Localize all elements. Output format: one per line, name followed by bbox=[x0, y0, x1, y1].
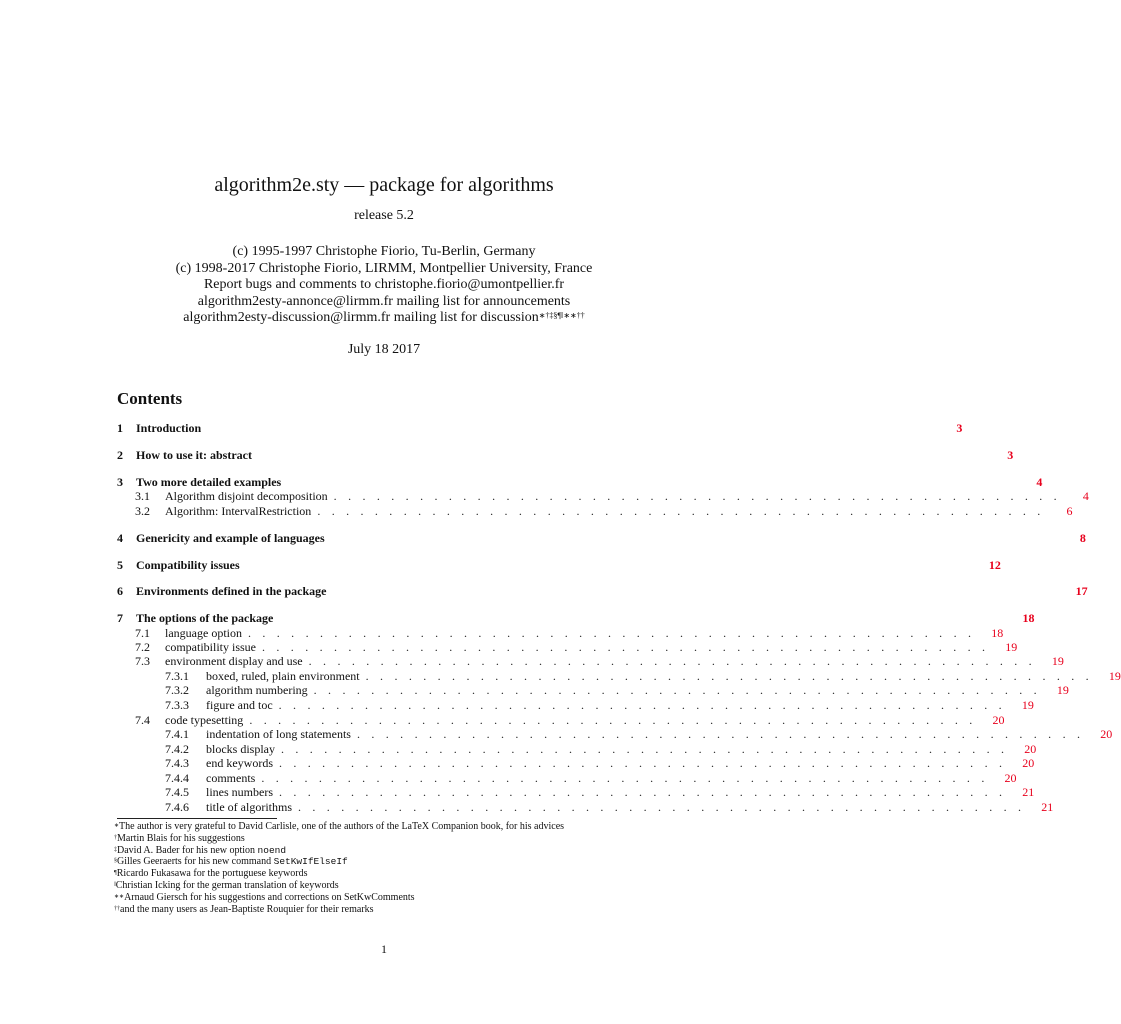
toc-dot-leader: . . . . . . . . . . . . . . . . . . . . . . . . . . . . . . . . . . . . . . . . . . . . . . . . . . . bbox=[281, 742, 1009, 756]
toc-entry-title: Environments defined in the package bbox=[136, 584, 327, 598]
toc-dot-leader: . . . . . . . . . . . . . . . . . . . . . . . . . . . . . . . . . . . . . . . . . . . . . . . . . . . bbox=[317, 504, 1045, 518]
footnote-text: and the many users as Jean-Baptiste Rouquier for their remarks bbox=[120, 903, 374, 915]
document-title: algorithm2e.sty — package for algorithms bbox=[214, 174, 554, 196]
toc-entry-title: compatibility issue bbox=[165, 640, 256, 654]
toc-entry-number: 2 bbox=[117, 448, 123, 462]
toc-dot-leader: . . . . . . . . . . . . . . . . . . . . . . . . . . . . . . . . . . . . . . . . . . . . . . . . . . . bbox=[313, 683, 1041, 697]
toc-entry[interactable] bbox=[117, 448, 1014, 462]
toc-entry-number: 3.1 bbox=[135, 489, 150, 503]
author-block bbox=[0, 244, 768, 327]
footnote-text: Christian Icking for the german translation of keywords bbox=[115, 879, 339, 891]
toc-entry[interactable] bbox=[117, 584, 1088, 598]
footnote-text: Arnaud Giersch for his suggestions and corrections on SetKwComments bbox=[124, 891, 415, 903]
toc-entry-title: blocks display bbox=[206, 742, 275, 756]
toc-dot-leader: . . . . . . . . . . . . . . . . . . . . . . . . . . . . . . . . . . . . . . . . . . . . . . . . . . . bbox=[365, 669, 1093, 683]
toc-dot-leader: . . . . . . . . . . . . . . . . . . . . . . . . . . . . . . . . . . . . . . . . . . . . . . . . . . . bbox=[249, 713, 977, 727]
footnote-text: The author is very grateful to David Carlisle, one of the authors of the LaTeX Companion book, for his advices bbox=[119, 821, 565, 832]
toc-entry[interactable] bbox=[117, 489, 1089, 503]
toc-entry-title: Two more detailed examples bbox=[136, 475, 282, 489]
toc-page-link[interactable]: 19 bbox=[1005, 640, 1018, 654]
toc-dot-leader: . . . . . . . . . . . . . . . . . . . . . . . . . . . . . . . . . . . . . . . . . . . . . . . . . . . bbox=[262, 640, 990, 654]
toc-entry-title: Compatibility issues bbox=[136, 558, 240, 572]
toc-entry[interactable] bbox=[117, 683, 1069, 697]
footnote-code: noend bbox=[257, 844, 287, 856]
toc-entry[interactable] bbox=[117, 785, 1035, 799]
footnote bbox=[114, 833, 674, 845]
toc-page-link[interactable]: 20 bbox=[1022, 756, 1035, 770]
toc-entry-title: Algorithm disjoint decomposition bbox=[165, 489, 328, 503]
toc-page-link[interactable]: 18 bbox=[991, 626, 1004, 640]
author-line bbox=[0, 277, 768, 294]
toc-page-link[interactable]: 21 bbox=[1022, 785, 1035, 799]
toc-dot-leader: . . . . . . . . . . . . . . . . . . . . . . . . . . . . . . . . . . . . . . . . . . . . . . . . . . . bbox=[261, 771, 989, 785]
toc-entry[interactable] bbox=[117, 742, 1037, 756]
toc-entry[interactable] bbox=[117, 421, 963, 435]
toc-page-link[interactable]: 6 bbox=[1066, 504, 1073, 518]
toc-entry-title: environment display and use bbox=[165, 654, 303, 668]
author-line bbox=[0, 294, 768, 311]
footnote bbox=[114, 904, 674, 916]
toc-entry[interactable] bbox=[117, 626, 1004, 640]
toc-entry-number: 6 bbox=[117, 584, 123, 598]
toc-entry-title: title of algorithms bbox=[206, 800, 292, 814]
footnote-code: SetKwIfElseIf bbox=[273, 856, 348, 868]
toc-entry[interactable] bbox=[117, 654, 1064, 668]
toc-entry-number: 5 bbox=[117, 558, 123, 572]
toc-entry[interactable] bbox=[117, 727, 1113, 741]
toc-dot-leader: . . . . . . . . . . . . . . . . . . . . . . . . . . . . . . . . . . . . . . . . . . . . . . . . . . . bbox=[279, 785, 1007, 799]
toc-entry-number: 7.3 bbox=[135, 654, 150, 668]
author-line-text: algorithm2esty-annonce@lirmm.fr mailing list for announcements bbox=[197, 293, 571, 309]
footnote-mark: † bbox=[114, 834, 117, 841]
toc-page-link[interactable]: 4 bbox=[1082, 489, 1089, 503]
toc-dot-leader: . . . . . . . . . . . . . . . . . . . . . . . . . . . . . . . . . . . . . . . . . . . . . . . . . . . bbox=[278, 698, 1006, 712]
author-line bbox=[0, 244, 768, 261]
toc-entry-title: Algorithm: IntervalRestriction bbox=[165, 504, 312, 518]
toc-page-link[interactable]: 12 bbox=[988, 558, 1001, 572]
toc-entry[interactable] bbox=[117, 640, 1018, 654]
footnote-text: Gilles Geeraerts for his new command bbox=[117, 856, 274, 868]
toc-entry-number: 7.1 bbox=[135, 626, 150, 640]
toc-entry-title: code typesetting bbox=[165, 713, 244, 727]
toc-page-link[interactable]: 8 bbox=[1079, 531, 1086, 545]
footnote-marks[interactable]: ∗†‡§¶‖∗∗†† bbox=[538, 311, 585, 320]
footnote-divider bbox=[117, 818, 277, 819]
toc-entry-number: 7.4.4 bbox=[165, 771, 189, 785]
footnote-mark: § bbox=[114, 858, 117, 865]
toc-entry[interactable] bbox=[117, 475, 1043, 489]
footnote-mark: ‡ bbox=[114, 846, 117, 853]
release-line: release 5.2 bbox=[354, 208, 414, 223]
toc-entry-title: lines numbers bbox=[206, 785, 273, 799]
toc-entry[interactable] bbox=[117, 669, 1121, 683]
toc-entry-title: Introduction bbox=[136, 421, 202, 435]
toc-page-link[interactable]: 21 bbox=[1041, 800, 1054, 814]
footnotes bbox=[114, 821, 674, 915]
author-line bbox=[0, 261, 768, 278]
footnote-text: Ricardo Fukasawa for the portuguese keywords bbox=[116, 868, 308, 880]
toc-dot-leader: . . . . . . . . . . . . . . . . . . . . . . . . . . . . . . . . . . . . . . . . . . . . . . . . . . . bbox=[247, 626, 976, 640]
page-number: 1 bbox=[381, 942, 387, 956]
toc-entry-title: comments bbox=[206, 771, 256, 785]
footnote-text: Martin Blais for his suggestions bbox=[117, 832, 245, 844]
author-line-text: (c) 1995-1997 Christophe Fiorio, Tu-Berlin, Germany bbox=[232, 244, 536, 259]
toc-entry-title: boxed, ruled, plain environment bbox=[206, 669, 360, 683]
toc-entry-number: 7.4 bbox=[135, 713, 150, 727]
toc-dot-leader: . . . . . . . . . . . . . . . . . . . . . . . . . . . . . . . . . . . . . . . . . . . . . . . . . . . bbox=[298, 800, 1026, 814]
toc-entry[interactable] bbox=[117, 504, 1073, 518]
footnote-mark: ‖ bbox=[114, 881, 116, 888]
toc-entry[interactable] bbox=[117, 558, 1001, 572]
footnote-mark: ¶ bbox=[114, 870, 117, 877]
footnote bbox=[114, 856, 674, 868]
toc-entry-number: 7.4.2 bbox=[165, 742, 189, 756]
toc-entry-number: 7.4.6 bbox=[165, 800, 189, 814]
toc-entry-title: indentation of long statements bbox=[206, 727, 351, 741]
toc-entry[interactable] bbox=[117, 531, 1086, 545]
toc-entry-title: end keywords bbox=[206, 756, 273, 770]
toc-dot-leader: . . . . . . . . . . . . . . . . . . . . . . . . . . . . . . . . . . . . . . . . . . . . . . . . . . . bbox=[333, 489, 1061, 503]
footnote bbox=[114, 845, 674, 857]
toc-dot-leader: . . . . . . . . . . . . . . . . . . . . . . . . . . . . . . . . . . . . . . . . . . . . . . . . . . . bbox=[356, 727, 1085, 741]
toc-page-link[interactable]: 20 bbox=[1024, 742, 1037, 756]
toc-entry-number: 3.2 bbox=[135, 504, 150, 518]
author-line-text: Report bugs and comments to christophe.fiorio@umontpellier.fr bbox=[203, 277, 565, 292]
footnote-mark: †† bbox=[114, 905, 120, 912]
toc-entry-title: Genericity and example of languages bbox=[136, 531, 325, 545]
toc-page-link[interactable]: 19 bbox=[1051, 654, 1064, 668]
toc-page-link[interactable]: 3 bbox=[1007, 448, 1014, 462]
toc-entry-number: 7.4.5 bbox=[165, 785, 189, 799]
toc-entry-title: figure and toc bbox=[206, 698, 273, 712]
toc-entry-number: 1 bbox=[117, 421, 123, 435]
document-date: July 18 2017 bbox=[347, 342, 421, 357]
toc-dot-leader: . . . . . . . . . . . . . . . . . . . . . . . . . . . . . . . . . . . . . . . . . . . . . . . . . . . bbox=[308, 654, 1036, 668]
toc-page-link[interactable]: 20 bbox=[1100, 727, 1113, 741]
footnote bbox=[114, 868, 674, 880]
toc-dot-leader: . . . . . . . . . . . . . . . . . . . . . . . . . . . . . . . . . . . . . . . . . . . . . . . . . . . bbox=[278, 756, 1007, 770]
toc-entry[interactable] bbox=[117, 713, 1005, 727]
toc-page-link[interactable]: 17 bbox=[1075, 584, 1088, 598]
toc-entry-number: 7.2 bbox=[135, 640, 150, 654]
toc-entry-title: How to use it: abstract bbox=[136, 448, 252, 462]
toc-entry-number: 7.4.3 bbox=[165, 756, 189, 770]
toc-entry-title: language option bbox=[165, 626, 242, 640]
toc-entry-number: 7.3.2 bbox=[165, 683, 189, 697]
toc-page-link[interactable]: 19 bbox=[1056, 683, 1069, 697]
author-line bbox=[0, 310, 768, 327]
toc-entry[interactable] bbox=[117, 698, 1034, 712]
author-line-text: (c) 1998-2017 Christophe Fiorio, LIRMM, Montpellier University, France bbox=[175, 260, 593, 276]
toc-entry-number: 7.3.3 bbox=[165, 698, 189, 712]
author-line-text: algorithm2esty-discussion@lirmm.fr mailing list for discussion bbox=[183, 310, 539, 325]
toc-page-link[interactable]: 4 bbox=[1036, 475, 1043, 489]
toc-entry-number: 4 bbox=[117, 531, 123, 545]
toc-page-link[interactable]: 19 bbox=[1108, 669, 1121, 683]
toc-page-link[interactable]: 20 bbox=[1004, 771, 1017, 785]
toc-entry-number: 3 bbox=[117, 475, 123, 489]
toc-page-link[interactable]: 18 bbox=[1022, 611, 1035, 625]
toc-entry[interactable] bbox=[117, 756, 1035, 770]
toc-page-link[interactable]: 19 bbox=[1021, 698, 1034, 712]
footnote-mark: ∗ bbox=[114, 823, 120, 829]
footnote-text: David A. Bader for his new option bbox=[117, 844, 258, 856]
toc-page-link[interactable]: 20 bbox=[992, 713, 1005, 727]
toc-page-link[interactable]: 3 bbox=[956, 421, 963, 435]
toc-entry[interactable] bbox=[117, 800, 1054, 814]
toc-entry-title: algorithm numbering bbox=[206, 683, 308, 697]
footnote bbox=[114, 821, 674, 833]
toc-entry-number: 7 bbox=[117, 611, 123, 625]
toc-entry[interactable] bbox=[117, 771, 1017, 785]
toc-entry[interactable] bbox=[117, 611, 1035, 625]
footnote bbox=[114, 880, 674, 892]
toc-entry-title: The options of the package bbox=[136, 611, 274, 625]
toc-entry-number: 7.3.1 bbox=[165, 669, 189, 683]
footnote bbox=[114, 892, 674, 904]
contents-heading: Contents bbox=[117, 389, 183, 408]
toc-entry-number: 7.4.1 bbox=[165, 727, 189, 741]
footnote-mark: ∗∗ bbox=[114, 893, 125, 900]
